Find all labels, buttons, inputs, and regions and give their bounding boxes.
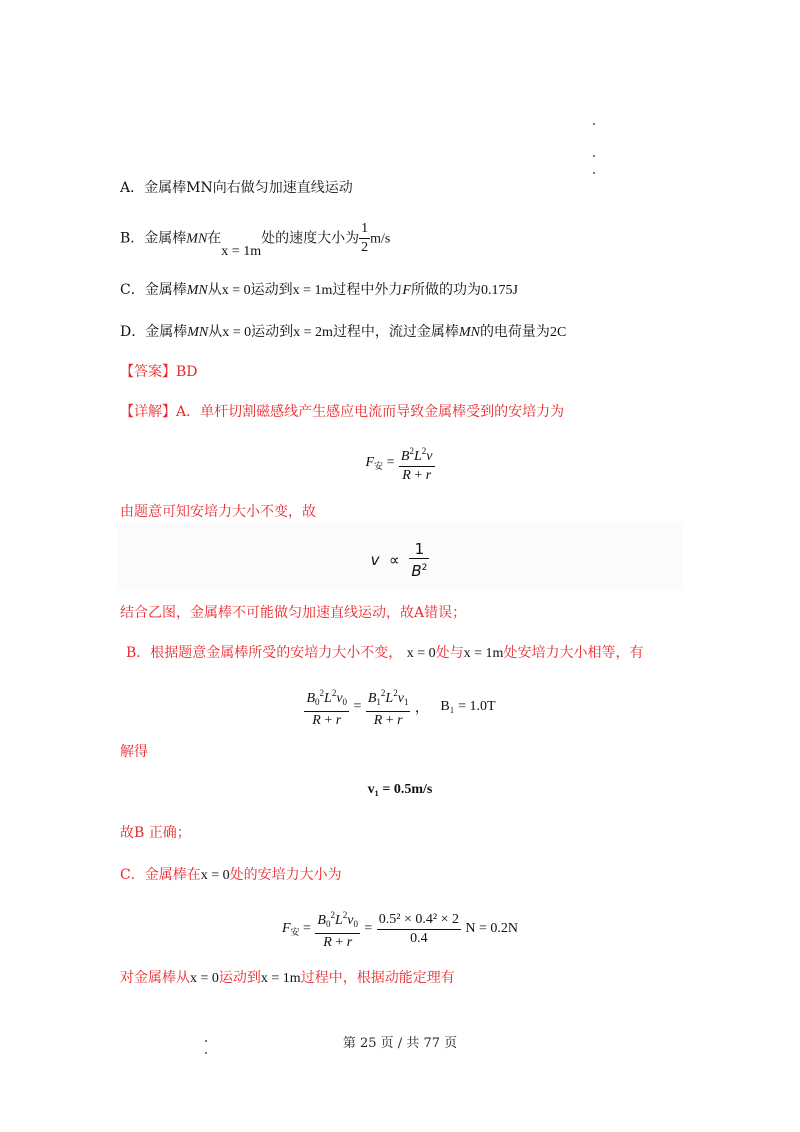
option-d-prefix: D．金属棒 — [120, 324, 188, 340]
math-x1m: x = 1m — [463, 646, 504, 661]
option-c — [120, 280, 518, 301]
frac-den: R + r — [312, 713, 342, 728]
eq-fraction — [315, 906, 360, 952]
frac-num: 1 — [409, 540, 429, 559]
var-mn: MN — [186, 283, 208, 298]
option-d-text: 过程中，流过金属棒 — [332, 324, 459, 340]
option-d-text: 的电荷量为 — [479, 324, 550, 340]
option-c-prefix: C．金属棒 — [120, 282, 187, 298]
math-b1: B₁ = 1.0T — [440, 699, 496, 714]
option-b — [120, 220, 390, 260]
frac-den: R + r — [323, 935, 353, 950]
value-charge: 2C — [549, 325, 567, 340]
eq-equals: = — [364, 921, 373, 936]
detail-line-8 — [120, 968, 455, 989]
subscript-an: 安 — [290, 926, 300, 937]
option-d-text: 运动到 — [251, 324, 294, 340]
frac-den: $B^2$ — [411, 562, 428, 580]
fraction-half — [359, 220, 370, 257]
option-a — [120, 178, 353, 198]
option-b-text: 处的速度大小为 — [261, 230, 360, 247]
equation-proportion — [0, 540, 800, 580]
subscript-an: 安 — [374, 461, 384, 471]
equation-ampere-force — [0, 442, 800, 485]
math-x0: x = 0 — [221, 283, 251, 298]
eq-fraction — [399, 442, 435, 485]
math-x1m: x = 1m — [292, 283, 333, 298]
prop-lhs: v ∝ — [370, 551, 405, 569]
eq-lhs: $F_安$ = — [365, 455, 395, 471]
detail-line-3-text: 结合乙图，金属棒不可能做匀加速直线运动，故A错误； — [120, 605, 467, 621]
math-x1m: x = 1m — [260, 971, 301, 986]
option-c-text: 所做的功为 — [410, 282, 481, 298]
detail-line-7 — [120, 865, 342, 886]
frac-num: $B_0^2L^2v_0$ — [304, 684, 349, 712]
detail-head — [120, 402, 564, 422]
option-d — [120, 322, 566, 343]
scan-dot — [593, 155, 595, 157]
math-x0: x = 0 — [190, 971, 219, 986]
eq-fraction-left — [304, 684, 349, 730]
option-a-text: A．金属棒MN向右做匀加速直线运动 — [120, 180, 353, 196]
var-mn: MN — [186, 231, 208, 247]
detail-line-2-text: 由题意可知安培力大小不变，故 — [120, 504, 316, 520]
math-v1: v₁ = 0.5m/s — [367, 782, 433, 797]
page-footer — [0, 1032, 800, 1051]
eq-lhs: $F_安$ = — [281, 920, 311, 937]
equation-v1 — [0, 782, 800, 798]
var-f: F — [402, 283, 411, 298]
equation-balance — [0, 684, 800, 730]
frac-num: $B^2L^2v$ — [399, 442, 435, 467]
option-c-text: 运动到 — [250, 282, 293, 298]
detail-line-6-text: 故B 正确； — [120, 825, 191, 841]
math-x0: x = 0 — [200, 868, 230, 883]
frac-num: $B_0^2L^2v_0$ — [315, 906, 360, 934]
detail-line-3 — [120, 603, 466, 623]
detail-line-5 — [120, 742, 148, 762]
page-number: 第 25 页 / 共 77 页 — [342, 1036, 458, 1051]
math-result: N = 0.2N — [465, 921, 519, 936]
detail-line-7-text: C．金属棒在 — [120, 867, 201, 883]
detail-line-7-text: 处的安培力大小为 — [229, 867, 342, 883]
detail-line-4-text: 处安培力大小相等，有 — [503, 645, 644, 661]
unit-ms: m/s — [370, 231, 391, 247]
frac-num: 1 — [359, 220, 370, 239]
scan-dot — [205, 1052, 207, 1054]
math-x2m: x = 2m — [293, 325, 333, 340]
detail-line-2 — [120, 502, 316, 522]
detail-line-5-text: 解得 — [120, 744, 148, 760]
math-x1m: x = 1m — [221, 243, 262, 259]
frac-num: $B_1^2L^2v_1$ — [366, 684, 411, 712]
math-x0: x = 0 — [406, 646, 436, 661]
detail-head-text: 【详解】A．单杆切割磁感线产生感应电流而导致金属棒受到的安培力为 — [120, 404, 565, 420]
frac-den: R + r — [402, 468, 432, 483]
option-c-text: 过程中外力 — [332, 282, 403, 298]
option-b-prefix: B．金属棒 — [120, 230, 187, 247]
value-work: 0.175J — [480, 283, 518, 298]
detail-line-6 — [120, 823, 191, 843]
frac-den: R + r — [373, 713, 403, 728]
option-b-text: 在 — [207, 230, 222, 247]
detail-line-8-text: 运动到 — [218, 970, 261, 986]
frac-den: 2 — [361, 240, 369, 255]
math-x0: x = 0 — [222, 325, 252, 340]
detail-line-8-text: 过程中，根据动能定理有 — [300, 970, 455, 986]
var-mn: MN — [187, 325, 209, 340]
detail-line-4 — [126, 643, 643, 664]
var-mn: MN — [458, 325, 480, 340]
scan-dot — [593, 172, 595, 174]
option-c-text: 从 — [207, 282, 222, 298]
frac-num: 0.5² × 0.4² × 2 — [377, 911, 461, 930]
prop-fraction — [409, 540, 429, 580]
detail-line-8-text: 对金属棒从 — [120, 970, 190, 986]
detail-line-4-text: 处与 — [435, 645, 464, 661]
option-d-text: 从 — [208, 324, 223, 340]
eq-fraction-right — [366, 684, 411, 730]
scan-dot — [593, 123, 595, 125]
frac-den: 0.4 — [410, 930, 428, 946]
eq-fraction-values — [377, 911, 461, 948]
answer-line — [120, 362, 198, 382]
answer-text: 【答案】BD — [120, 364, 198, 380]
eq-separator: ， — [414, 701, 436, 716]
equation-force-value — [0, 906, 800, 952]
detail-line-4-text: B．根据题意金属棒所受的安培力大小不变， — [126, 645, 403, 661]
eq-equals: = — [353, 699, 362, 714]
